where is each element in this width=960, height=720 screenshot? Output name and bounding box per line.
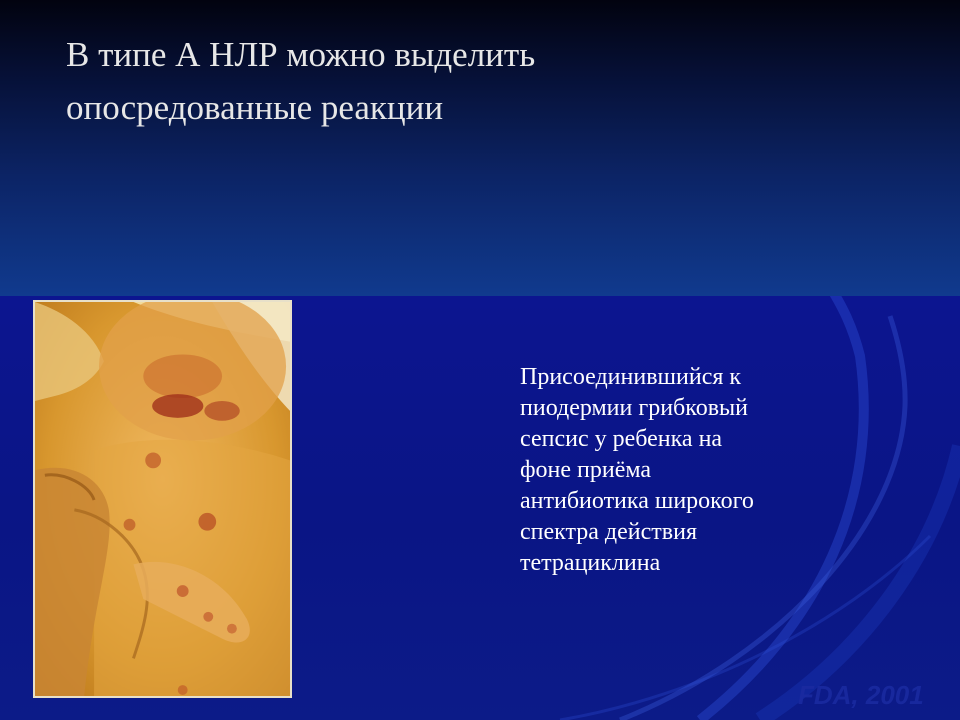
clinical-photo bbox=[33, 300, 292, 698]
caption-line-5: антибиотика широкого bbox=[520, 488, 754, 514]
photo-caption bbox=[520, 362, 880, 579]
caption-line-3: сепсис у ребенка на bbox=[520, 426, 723, 452]
slide-title bbox=[66, 28, 906, 134]
child-rash-photo-illustration bbox=[35, 302, 290, 696]
caption-line-6: спектра действия bbox=[520, 519, 697, 545]
slide-title-line-2: опосредованные реакции bbox=[66, 88, 444, 127]
caption-line-1: Присоединившийся к bbox=[520, 364, 742, 390]
caption-line-4: фоне приёма bbox=[520, 457, 652, 483]
slide-title-line-1: В типе А НЛР можно выделить bbox=[66, 35, 536, 74]
caption-line-7: тетрациклина bbox=[520, 550, 661, 576]
caption-line-2: пиодермии грибковый bbox=[520, 395, 749, 421]
source-watermark: FDA, 2001 bbox=[798, 680, 924, 710]
